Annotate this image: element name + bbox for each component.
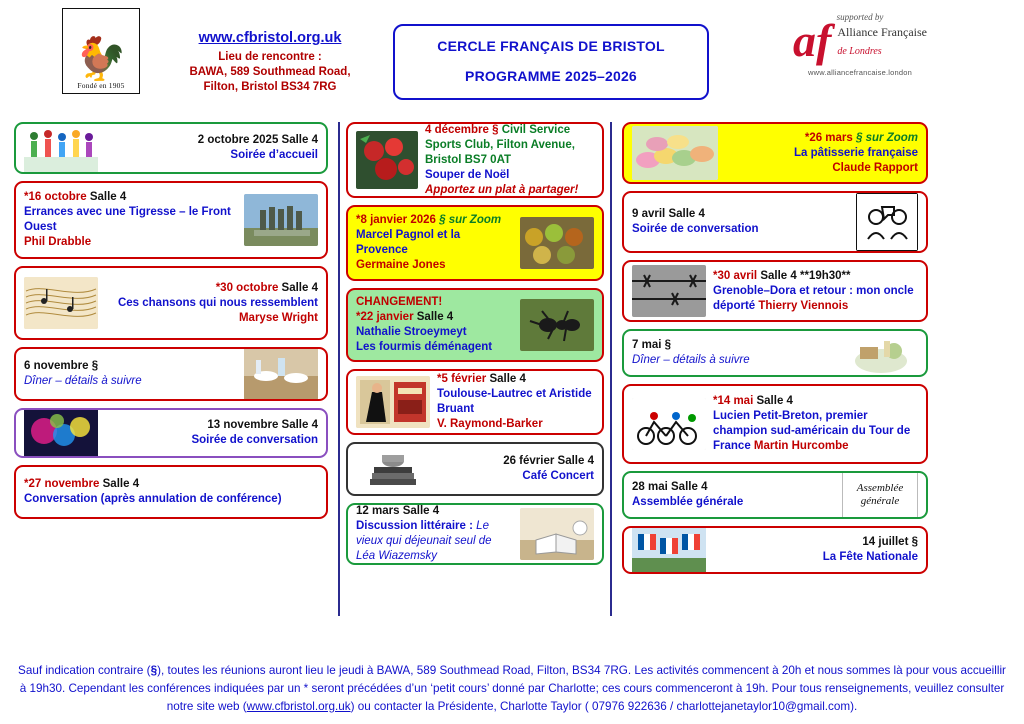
event-title: Ces chansons qui nous ressemblent: [117, 296, 318, 309]
event-title: Souper de Noël: [425, 168, 510, 181]
event-room: Salle 4: [281, 419, 318, 431]
column-right: [622, 122, 928, 616]
list-item[interactable]: [14, 465, 328, 519]
header-left-block: [14, 8, 392, 95]
footer-text-2: ), toutes les réunions auront lieu le jeudi à BAWA, 589 Southmead Road, Filton, BS34 7RG. Les activités commencent à 20h et nous sommes là pour vous accueillir à 19h30. Cependant les conférences indiquées par un * seront précédées d’un ‘petit cours’ donné par Charlotte; ces cours commenceront à 19h. Pour tous renseignements, veuillez consulter notre site web (: [19, 664, 1006, 713]
list-item[interactable]: [14, 266, 328, 340]
event-date: 26 février: [503, 455, 555, 467]
title-line-1: CERCLE FRANÇAIS DE BRISTOL: [437, 38, 665, 54]
event-room: Salle 4: [416, 311, 454, 323]
provence-market-icon: [520, 217, 594, 269]
war-memorial-icon: [244, 194, 318, 246]
rooster-icon: [62, 8, 140, 94]
cyclists-icon: [632, 398, 706, 450]
book-table-icon: [520, 508, 594, 560]
event-text: [105, 418, 318, 448]
event-text: [105, 133, 318, 163]
list-item[interactable]: [622, 471, 928, 519]
event-date: *5 février: [437, 373, 487, 385]
event-text: [632, 207, 849, 237]
event-date: *30 avril: [713, 269, 758, 282]
footer-website-link[interactable]: www.cfbristol.org.uk: [246, 700, 351, 713]
event-date: *14 mai: [713, 395, 754, 407]
event-flag: CHANGEMENT!: [356, 296, 443, 308]
list-item[interactable]: [622, 526, 928, 574]
event-room: Salle 4: [760, 269, 797, 282]
event-date: 28 mai: [632, 481, 668, 493]
event-date: 6 novembre §: [24, 360, 99, 372]
list-item[interactable]: [622, 329, 928, 377]
event-date: *26 mars: [804, 131, 853, 144]
event-title: Soirée de conversation: [632, 223, 759, 235]
books-coffee-icon: [356, 443, 430, 495]
event-zoom: § sur Zoom: [856, 131, 918, 144]
event-title: Errances avec une Tigresse – le Front Ouest: [24, 206, 231, 233]
af-name-line-1: Alliance Française: [837, 25, 927, 39]
address-line-2: Filton, Bristol BS34 7RG: [203, 81, 337, 93]
event-text: [24, 359, 237, 389]
column-middle: [338, 122, 612, 616]
event-text: [24, 477, 318, 507]
event-date: *22 janvier: [356, 311, 414, 323]
title-line-2: PROGRAMME 2025–2026: [465, 68, 637, 84]
event-title: Toulouse-Lautrec et Aristide Bruant: [437, 388, 592, 415]
event-title: Les fourmis déménagent: [356, 341, 493, 353]
lautrec-poster-icon: [356, 376, 430, 428]
event-room: Salle 4: [89, 191, 127, 203]
footer-section-symbol: §: [150, 664, 158, 677]
event-date: 7 mai §: [632, 339, 671, 351]
event-text: [425, 123, 594, 198]
af-name-line-2: de Londres: [837, 46, 882, 57]
conversation-art-icon: [24, 408, 98, 458]
event-text: [356, 504, 513, 564]
event-date: 9 avril: [632, 208, 666, 220]
address-line-1: BAWA, 589 Southmead Road,: [189, 66, 351, 78]
event-room: Salle 4: [102, 478, 140, 490]
event-title: Dîner – détails à suivre: [24, 375, 142, 387]
event-room: Salle 4: [281, 134, 318, 146]
event-date: *16 octobre: [24, 191, 87, 203]
assemblee-generale-icon: [842, 471, 918, 519]
event-speaker: Thierry Viennois: [758, 299, 849, 312]
event-title: Soirée de conversation: [191, 434, 318, 446]
dancers-icon: [24, 122, 98, 174]
event-title: Conversation (après annulation de conférence): [24, 493, 282, 505]
footer-text-1: Sauf indication contraire (: [18, 664, 151, 677]
event-speaker: Phil Drabble: [24, 236, 92, 248]
rooster-glyph: 🐓: [74, 35, 128, 82]
event-text: [24, 190, 237, 250]
supported-by-label: supported by: [836, 12, 884, 22]
event-title: La pâtisserie française: [793, 146, 918, 159]
event-date: 4 décembre §: [425, 123, 499, 136]
event-speaker: Nathalie Stroeymeyt: [356, 326, 467, 338]
event-time: **19h30**: [799, 269, 851, 282]
event-date: 13 novembre: [207, 419, 279, 431]
sheet-music-icon: [24, 277, 98, 329]
barbed-wire-icon: [632, 265, 706, 317]
event-room: Salle 4: [756, 395, 793, 407]
event-title: Discussion littéraire :: [356, 520, 473, 532]
event-date: *8 janvier 2026: [356, 214, 436, 226]
list-item[interactable]: [346, 122, 604, 198]
speech-bubbles-icon: [856, 193, 918, 251]
event-text: [437, 454, 594, 484]
event-title: La Fête Nationale: [822, 551, 918, 563]
list-item[interactable]: [622, 191, 928, 253]
list-item[interactable]: [622, 260, 928, 322]
dinner-table-icon: [244, 348, 318, 400]
picnic-icon: [844, 329, 918, 377]
event-title: Lucien Petit-Breton, premier champion sud-américain du Tour de France: [713, 410, 911, 452]
event-date: *30 octobre: [215, 281, 279, 294]
list-item[interactable]: [14, 122, 328, 174]
event-speaker: Claude Rapport: [832, 161, 918, 174]
page-title: [393, 24, 709, 100]
event-text: [713, 535, 918, 565]
event-speaker: Germaine Jones: [356, 259, 446, 271]
event-room: Salle 4: [671, 481, 708, 493]
event-title: Café Concert: [522, 470, 594, 482]
af-name: [837, 23, 927, 59]
logo-founded-text: Fondé en 1905: [77, 81, 125, 90]
event-text: [356, 213, 513, 273]
event-date: 12 mars: [356, 505, 400, 517]
event-text: [356, 295, 513, 355]
event-zoom: § sur Zoom: [439, 214, 502, 226]
event-note: Le vieux qui déjeunait seul de Léa Wiazemsky: [356, 520, 492, 562]
event-room: Salle 4: [557, 455, 594, 467]
event-note: Apportez un plat à partager!: [425, 183, 579, 196]
event-title: Assemblée générale: [632, 496, 744, 508]
christmas-baubles-icon: [356, 131, 418, 189]
af-monogram-icon: af: [793, 15, 832, 66]
list-item[interactable]: [346, 369, 604, 435]
event-title: Marcel Pagnol et la Provence: [356, 229, 461, 256]
club-address: [148, 8, 392, 95]
event-date: 2 octobre 2025: [197, 134, 279, 146]
event-title: Dîner – détails à suivre: [632, 354, 750, 366]
event-title: Soirée d’accueil: [230, 149, 318, 161]
event-speaker: Martin Hurcombe: [753, 440, 849, 452]
macarons-icon: [632, 126, 718, 180]
event-room: Salle 4: [402, 505, 440, 517]
event-text: [632, 338, 837, 368]
event-text: [713, 394, 918, 454]
list-item[interactable]: [346, 503, 604, 565]
list-item[interactable]: [346, 288, 604, 362]
event-room: Salle 4: [281, 281, 318, 294]
column-left: [14, 122, 328, 616]
list-item[interactable]: [14, 181, 328, 259]
footer-note: [14, 662, 1010, 716]
event-room: Salle 4: [668, 208, 705, 220]
event-text: [725, 131, 918, 176]
event-text: [437, 372, 594, 432]
event-text: [105, 281, 318, 326]
list-item[interactable]: [622, 122, 928, 184]
event-text: [713, 269, 918, 314]
meeting-place-label: Lieu de rencontre :: [218, 51, 322, 63]
event-speaker: V. Raymond-Barker: [437, 418, 543, 430]
sponsor-block: [710, 8, 1010, 77]
event-title: Grenoble–Dora et retour : mon oncle déporté: [713, 284, 914, 312]
list-item[interactable]: [346, 442, 604, 496]
assemblee-generale-text: Assemblée générale: [856, 482, 904, 507]
event-text: [632, 480, 835, 510]
list-item[interactable]: [14, 347, 328, 401]
list-item[interactable]: [346, 205, 604, 281]
programme-columns: [14, 122, 1010, 616]
poster-header: [14, 8, 1010, 120]
event-date: *27 novembre: [24, 478, 100, 490]
event-date: 14 juillet §: [862, 536, 918, 548]
af-website-link[interactable]: www.alliancefrancaise.london: [808, 68, 912, 77]
footer-text-3: ) ou contacter la Présidente, Charlotte Taylor ( 07976 922636 / charlottejanetaylor10@gmail.com).: [350, 700, 858, 713]
event-venue: Civil Service Sports Club, Filton Avenue, Bristol BS7 0AT: [425, 123, 575, 166]
list-item[interactable]: [622, 384, 928, 464]
club-website-link[interactable]: www.cfbristol.org.uk: [198, 30, 342, 46]
list-item[interactable]: [14, 408, 328, 458]
french-flags-icon: [632, 526, 706, 574]
event-speaker: Maryse Wright: [238, 311, 318, 324]
event-room: Salle 4: [489, 373, 526, 385]
ant-icon: [520, 299, 594, 351]
